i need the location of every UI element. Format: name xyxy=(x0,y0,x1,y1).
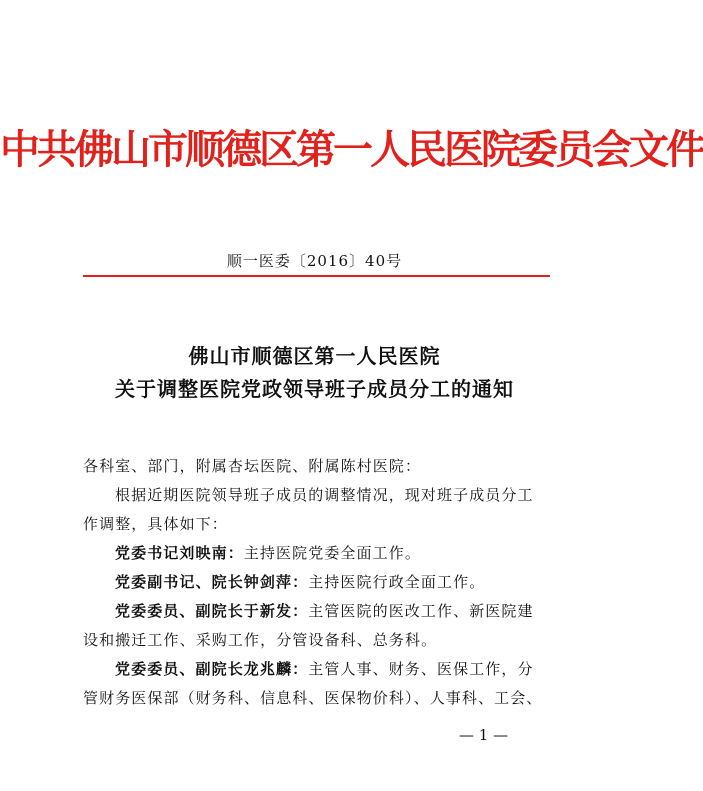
duty-text: 主持医院党委全面工作。 xyxy=(243,544,421,562)
notice-title-line-2: 关于调整医院党政领导班子成员分工的通知 xyxy=(115,377,514,401)
page-number: — 1 — xyxy=(459,726,509,744)
red-divider xyxy=(83,275,550,277)
addressee: 各科室、部门，附属杏坛医院、附属陈村医院： xyxy=(83,457,422,475)
duty-text-continued: 管财务医保部（财务科、信息科、医保物价科）、人事科、工会、 xyxy=(83,689,543,707)
intro-line-1: 根据近期医院领导班子成员的调整情况，现对班子成员分工 xyxy=(115,486,534,504)
document-number: 顺一医委〔2016〕40号 xyxy=(226,252,403,270)
duty-item xyxy=(115,658,534,679)
duty-text-continued: 设和搬迁工作、采购工作，分管设备科、总务科。 xyxy=(83,631,438,649)
duty-text: 主管人事、财务、医保工作，分 xyxy=(308,660,534,678)
duty-item xyxy=(115,542,421,563)
duty-role: 党委委员、副院长于新发： xyxy=(115,602,309,620)
duty-role: 党委书记刘映南： xyxy=(115,544,244,562)
duty-item xyxy=(115,571,485,592)
issuer-heading: 中共佛山市顺德区第一人民医院委员会文件 xyxy=(0,126,703,173)
duty-text: 主管医院的医改工作、新医院建 xyxy=(308,602,534,620)
duty-role: 党委副书记、院长钟剑萍： xyxy=(115,573,309,591)
duty-item xyxy=(115,600,534,621)
duty-role: 党委委员、副院长龙兆麟： xyxy=(115,660,309,678)
intro-line-2: 作调整，具体如下： xyxy=(83,515,228,533)
duty-text: 主持医院行政全面工作。 xyxy=(308,573,486,591)
notice-title-line-1: 佛山市顺德区第一人民医院 xyxy=(188,344,441,368)
